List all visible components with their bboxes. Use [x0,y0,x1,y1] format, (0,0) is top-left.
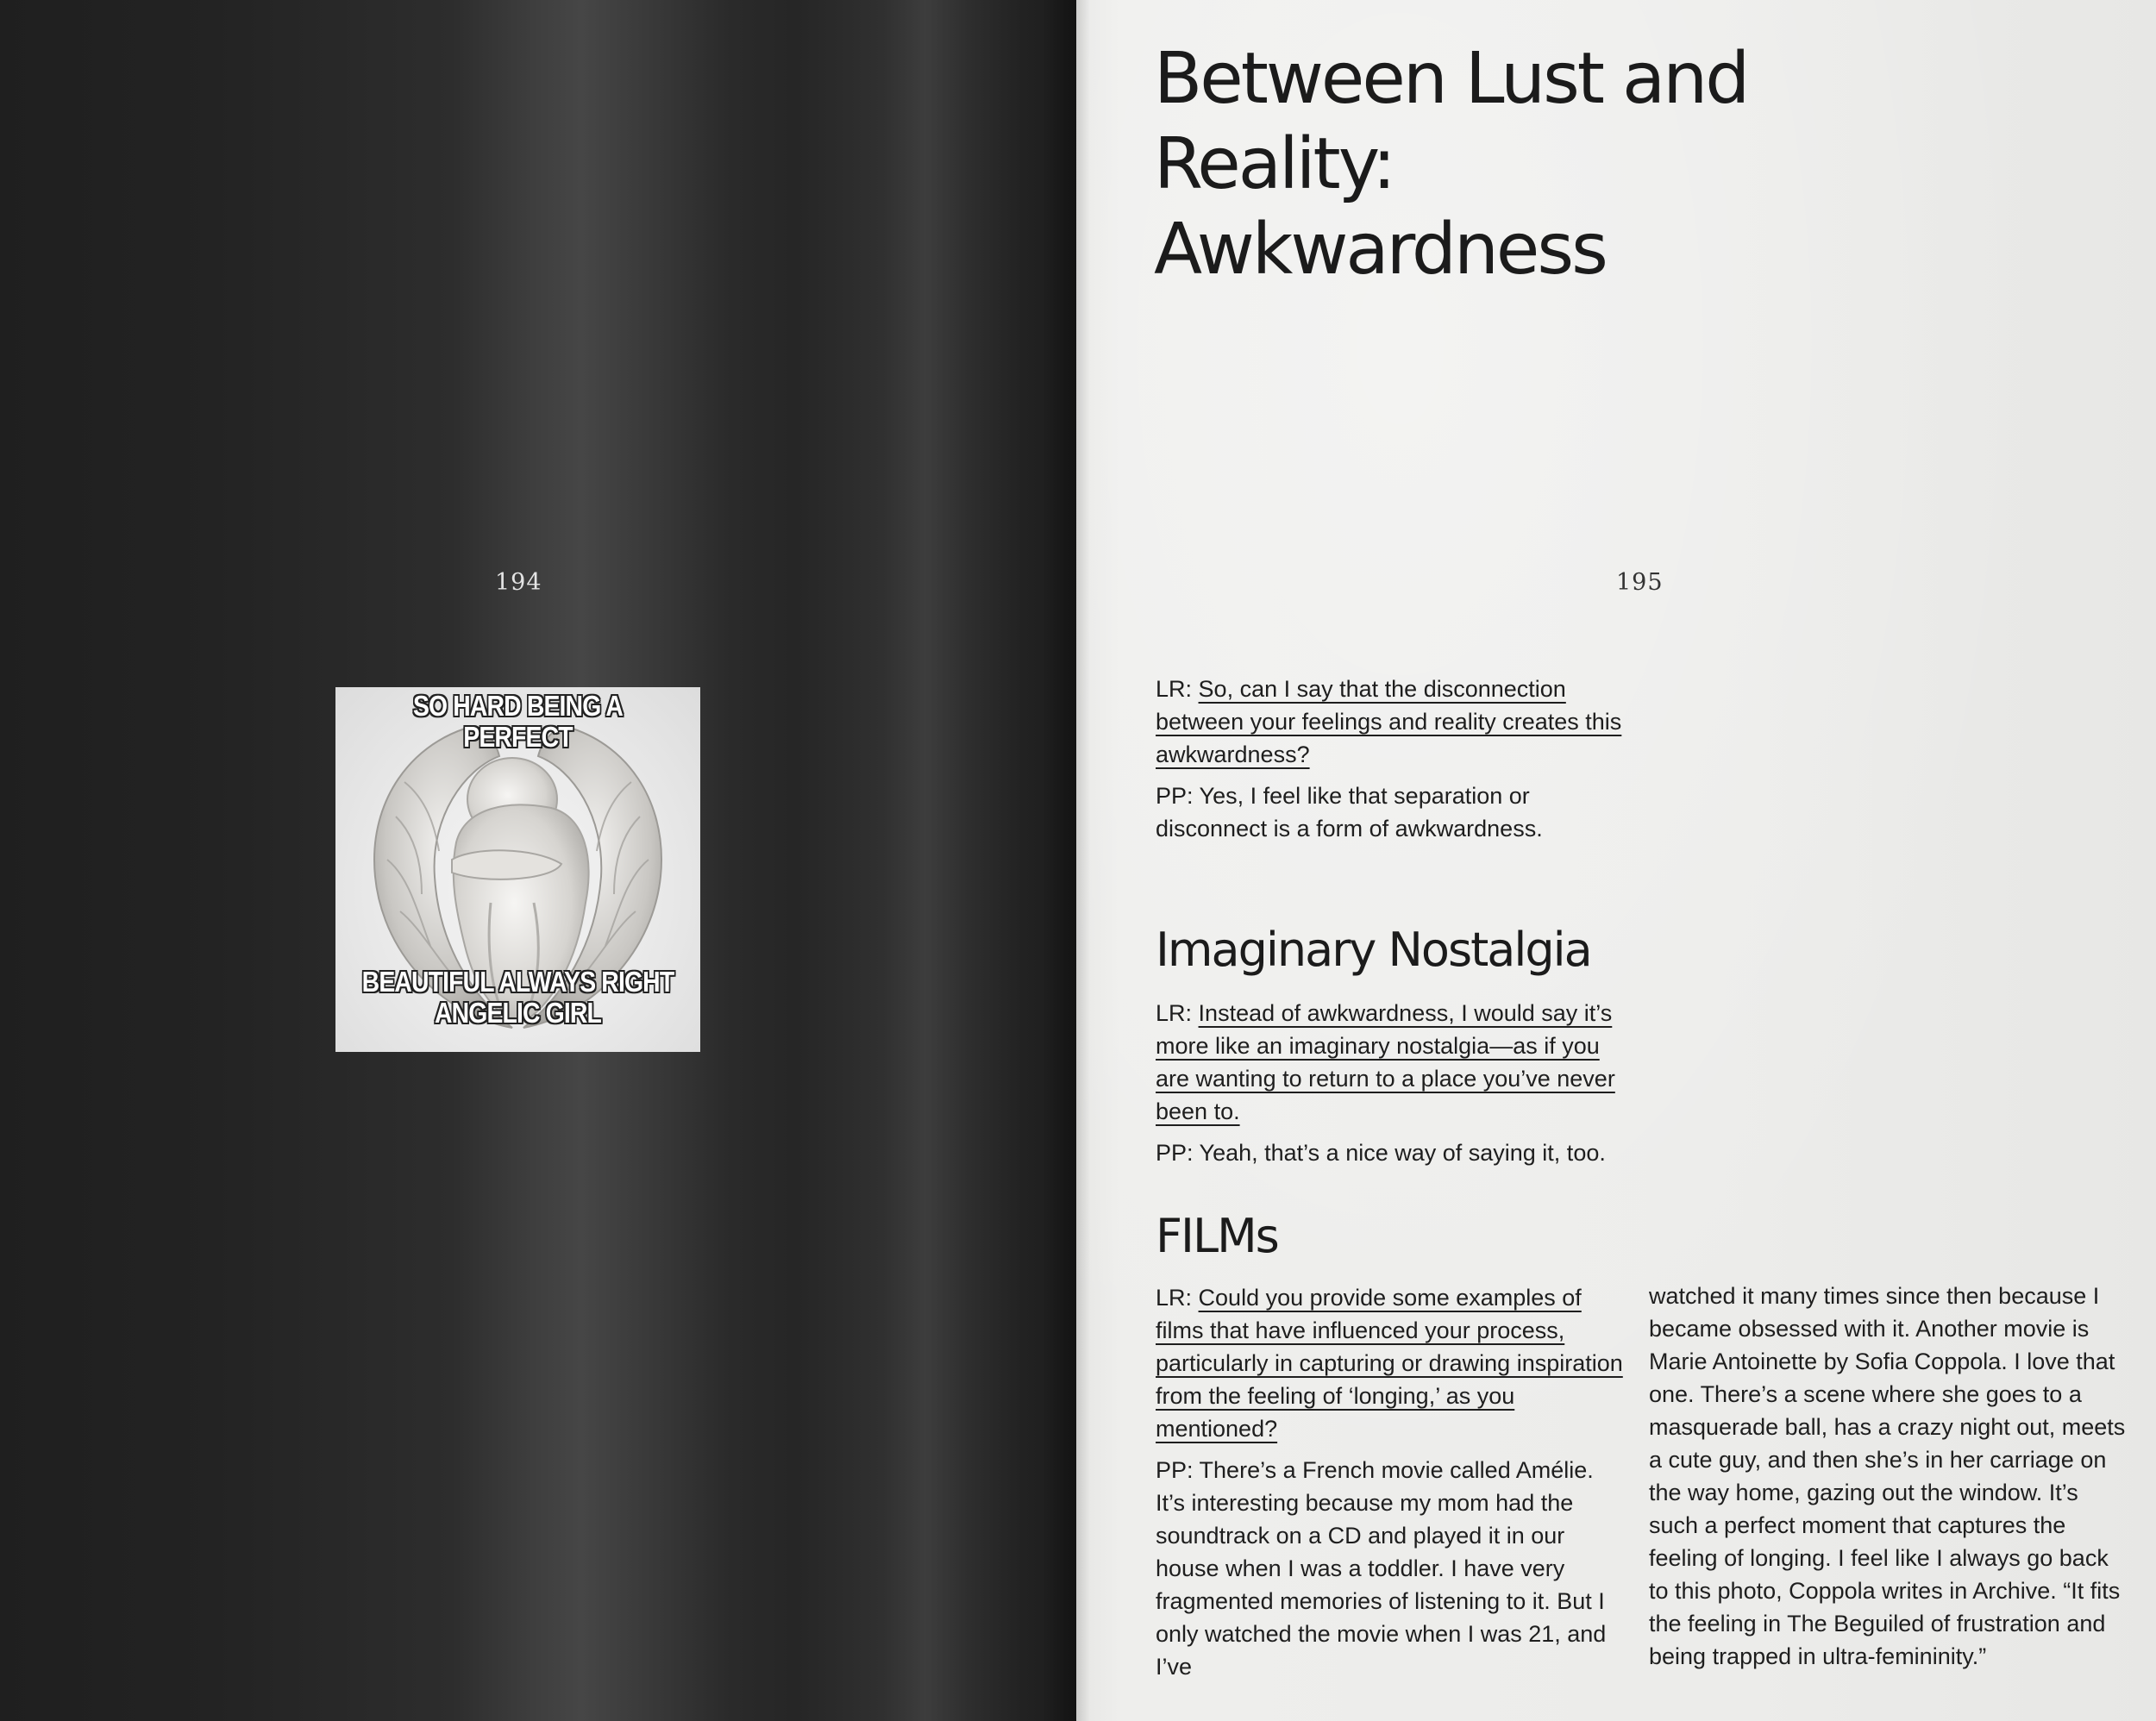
meme-bottom-caption-line1: BEAUTIFUL ALWAYS RIGHT [361,966,674,998]
speaker-label: PP: [1156,1140,1194,1166]
speaker-label: PP: [1156,1457,1194,1483]
question [1156,997,1625,1128]
speaker-label: PP: [1156,783,1194,809]
page-number-right: 195 [1616,569,1664,596]
interview-block-awkwardness [1156,673,1625,854]
section-heading-imaginary-nostalgia: Imaginary Nostalgia [1156,923,1591,977]
question [1156,1281,1625,1445]
page-gutter-shadow [1076,0,1090,1721]
interview-block-imaginary-nostalgia [1156,997,1625,1178]
question-text: Instead of awkwardness, I would say it’s more like an imaginary nostalgia—as if you are wanting to return to a place you’ve never been to. [1156,1000,1615,1124]
question-text: Could you provide some examples of films that have influenced your process, particularly in capturing or drawing inspiration from the feeling of ‘longing,’ as you mentioned? [1156,1285,1623,1442]
answer-text: watched it many times since then because I became obsessed with it. Another movie is Marie Antoinette by Sofia Coppola. I love that one. There’s a scene where she goes to a masquerade ball, has a crazy night out, meets a cute guy, and then she’s in her carriage on the way home, gazing out the window. It’s such a perfect moment that captures the feeling of longing. I feel like I always go back to this photo, Coppola writes in Archive. “It fits the feeling in The Beguiled of frustration and being trapped in ultra-femininity.” [1649,1283,2126,1669]
answer-text: There’s a French movie called Amélie. It’s interesting because my mom had the soundtrack on a CD and played it in our house when I was a toddler. I have very fragmented memories of listening to it. But I only watched the movie when I was 21, and I’ve [1156,1457,1607,1680]
speaker-label: LR: [1156,676,1193,702]
answer [1156,779,1625,845]
meme-bottom-caption-line2: ANGELIC GIRL [434,997,602,1029]
page-fold-shadow [1042,0,1076,1721]
article-title: Between Lust and Reality: Awkwardness [1154,38,1748,291]
left-page [0,0,1076,1721]
answer-continued [1649,1280,2132,1673]
meme-image [335,687,700,1052]
interview-block-films-col1 [1156,1281,1625,1692]
right-page [1076,0,2156,1721]
answer [1156,1454,1625,1683]
speaker-label: LR: [1156,1000,1193,1026]
question [1156,673,1625,771]
meme-top-caption: SO HARD BEING A PERFECT [412,690,624,753]
answer [1156,1136,1625,1169]
question-text: So, can I say that the disconnection between your feelings and reality creates this awkwardness? [1156,676,1622,767]
page-number-left: 194 [495,569,542,596]
speaker-label: LR: [1156,1285,1193,1311]
section-heading-films: FILMs [1156,1209,1278,1263]
interview-block-films-col2 [1649,1280,2132,1681]
answer-text: Yeah, that’s a nice way of saying it, too. [1199,1140,1606,1166]
answer-text: Yes, I feel like that separation or disconnect is a form of awkwardness. [1156,783,1543,842]
